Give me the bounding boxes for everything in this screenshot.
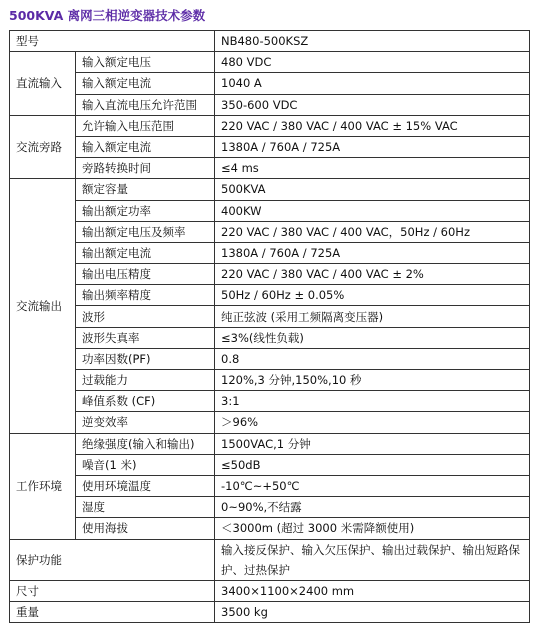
param-name: 湿度 [76, 497, 215, 518]
param-name: 使用环境温度 [76, 475, 215, 496]
group-label: 直流输入 [10, 52, 76, 116]
table-row [10, 327, 530, 348]
param-value: 480 VDC [215, 52, 530, 73]
table-row [10, 179, 530, 200]
table-row [10, 348, 530, 369]
table-row [10, 601, 530, 622]
param-name: 输入直流电压允许范围 [76, 94, 215, 115]
param-name: 输出额定功率 [76, 200, 215, 221]
table-row [10, 115, 530, 136]
param-value: ＜3000m (超过 3000 米需降额使用) [215, 518, 530, 539]
param-name: 输出额定电压及频率 [76, 221, 215, 242]
table-row [10, 454, 530, 475]
param-value: 220 VAC / 380 VAC / 400 VAC ± 15% VAC [215, 115, 530, 136]
param-name: 输出频率精度 [76, 285, 215, 306]
param-value: ≤3%(线性负载) [215, 327, 530, 348]
spec-table [9, 30, 530, 623]
param-value: 50Hz / 60Hz ± 0.05% [215, 285, 530, 306]
table-row [10, 497, 530, 518]
table-row [10, 306, 530, 327]
param-name: 输出电压精度 [76, 264, 215, 285]
param-value: 500KVA [215, 179, 530, 200]
param-value: ＞96% [215, 412, 530, 433]
group-label: 交流旁路 [10, 115, 76, 179]
param-value: 0~90%,不结露 [215, 497, 530, 518]
page-title: 500KVA 离网三相逆变器技术参数 [9, 8, 206, 23]
param-value: 400KW [215, 200, 530, 221]
param-value: 1500VAC,1 分钟 [215, 433, 530, 454]
param-value: 120%,3 分钟,150%,10 秒 [215, 370, 530, 391]
param-name: 旁路转换时间 [76, 158, 215, 179]
param-value: 1040 A [215, 73, 530, 94]
size-label: 尺寸 [10, 580, 215, 601]
table-row [10, 539, 530, 580]
param-name: 逆变效率 [76, 412, 215, 433]
param-name: 波形 [76, 306, 215, 327]
param-name: 绝缘强度(输入和输出) [76, 433, 215, 454]
param-value: 350-600 VDC [215, 94, 530, 115]
param-value: 1380A / 760A / 725A [215, 136, 530, 157]
param-name: 使用海拔 [76, 518, 215, 539]
param-name: 噪音(1 米) [76, 454, 215, 475]
param-name: 功率因数(PF) [76, 348, 215, 369]
group-label: 工作环境 [10, 433, 76, 539]
param-value: 1380A / 760A / 725A [215, 242, 530, 263]
param-name: 输入额定电压 [76, 52, 215, 73]
param-name: 过载能力 [76, 370, 215, 391]
table-row [10, 370, 530, 391]
param-value: 220 VAC / 380 VAC / 400 VAC，50Hz / 60Hz [215, 221, 530, 242]
param-name: 允许输入电压范围 [76, 115, 215, 136]
table-row [10, 31, 530, 52]
param-value: ≤50dB [215, 454, 530, 475]
param-name: 输入额定电流 [76, 73, 215, 94]
table-row [10, 433, 530, 454]
param-name: 波形失真率 [76, 327, 215, 348]
model-value: NB480-500KSZ [215, 31, 530, 52]
param-name: 额定容量 [76, 179, 215, 200]
protection-label: 保护功能 [10, 539, 215, 580]
table-row [10, 475, 530, 496]
param-name: 输入额定电流 [76, 136, 215, 157]
param-value: 纯正弦波 (采用工频隔离变压器) [215, 306, 530, 327]
group-label: 交流输出 [10, 179, 76, 433]
table-row [10, 242, 530, 263]
param-value: -10℃~+50℃ [215, 475, 530, 496]
param-name: 峰值系数 (CF) [76, 391, 215, 412]
table-row [10, 94, 530, 115]
protection-value: 输入接反保护、输入欠压保护、输出过载保护、输出短路保护、过热保护 [215, 539, 530, 580]
table-row [10, 518, 530, 539]
param-value: 0.8 [215, 348, 530, 369]
param-value: 220 VAC / 380 VAC / 400 VAC ± 2% [215, 264, 530, 285]
table-row [10, 391, 530, 412]
table-row [10, 136, 530, 157]
table-row [10, 264, 530, 285]
weight-value: 3500 kg [215, 601, 530, 622]
size-value: 3400×1100×2400 mm [215, 580, 530, 601]
table-row [10, 580, 530, 601]
model-label: 型号 [10, 31, 215, 52]
table-row [10, 285, 530, 306]
param-value: ≤4 ms [215, 158, 530, 179]
param-name: 输出额定电流 [76, 242, 215, 263]
table-row [10, 412, 530, 433]
weight-label: 重量 [10, 601, 215, 622]
table-row [10, 221, 530, 242]
table-row [10, 52, 530, 73]
param-value: 3:1 [215, 391, 530, 412]
table-row [10, 73, 530, 94]
table-row [10, 200, 530, 221]
table-row [10, 158, 530, 179]
